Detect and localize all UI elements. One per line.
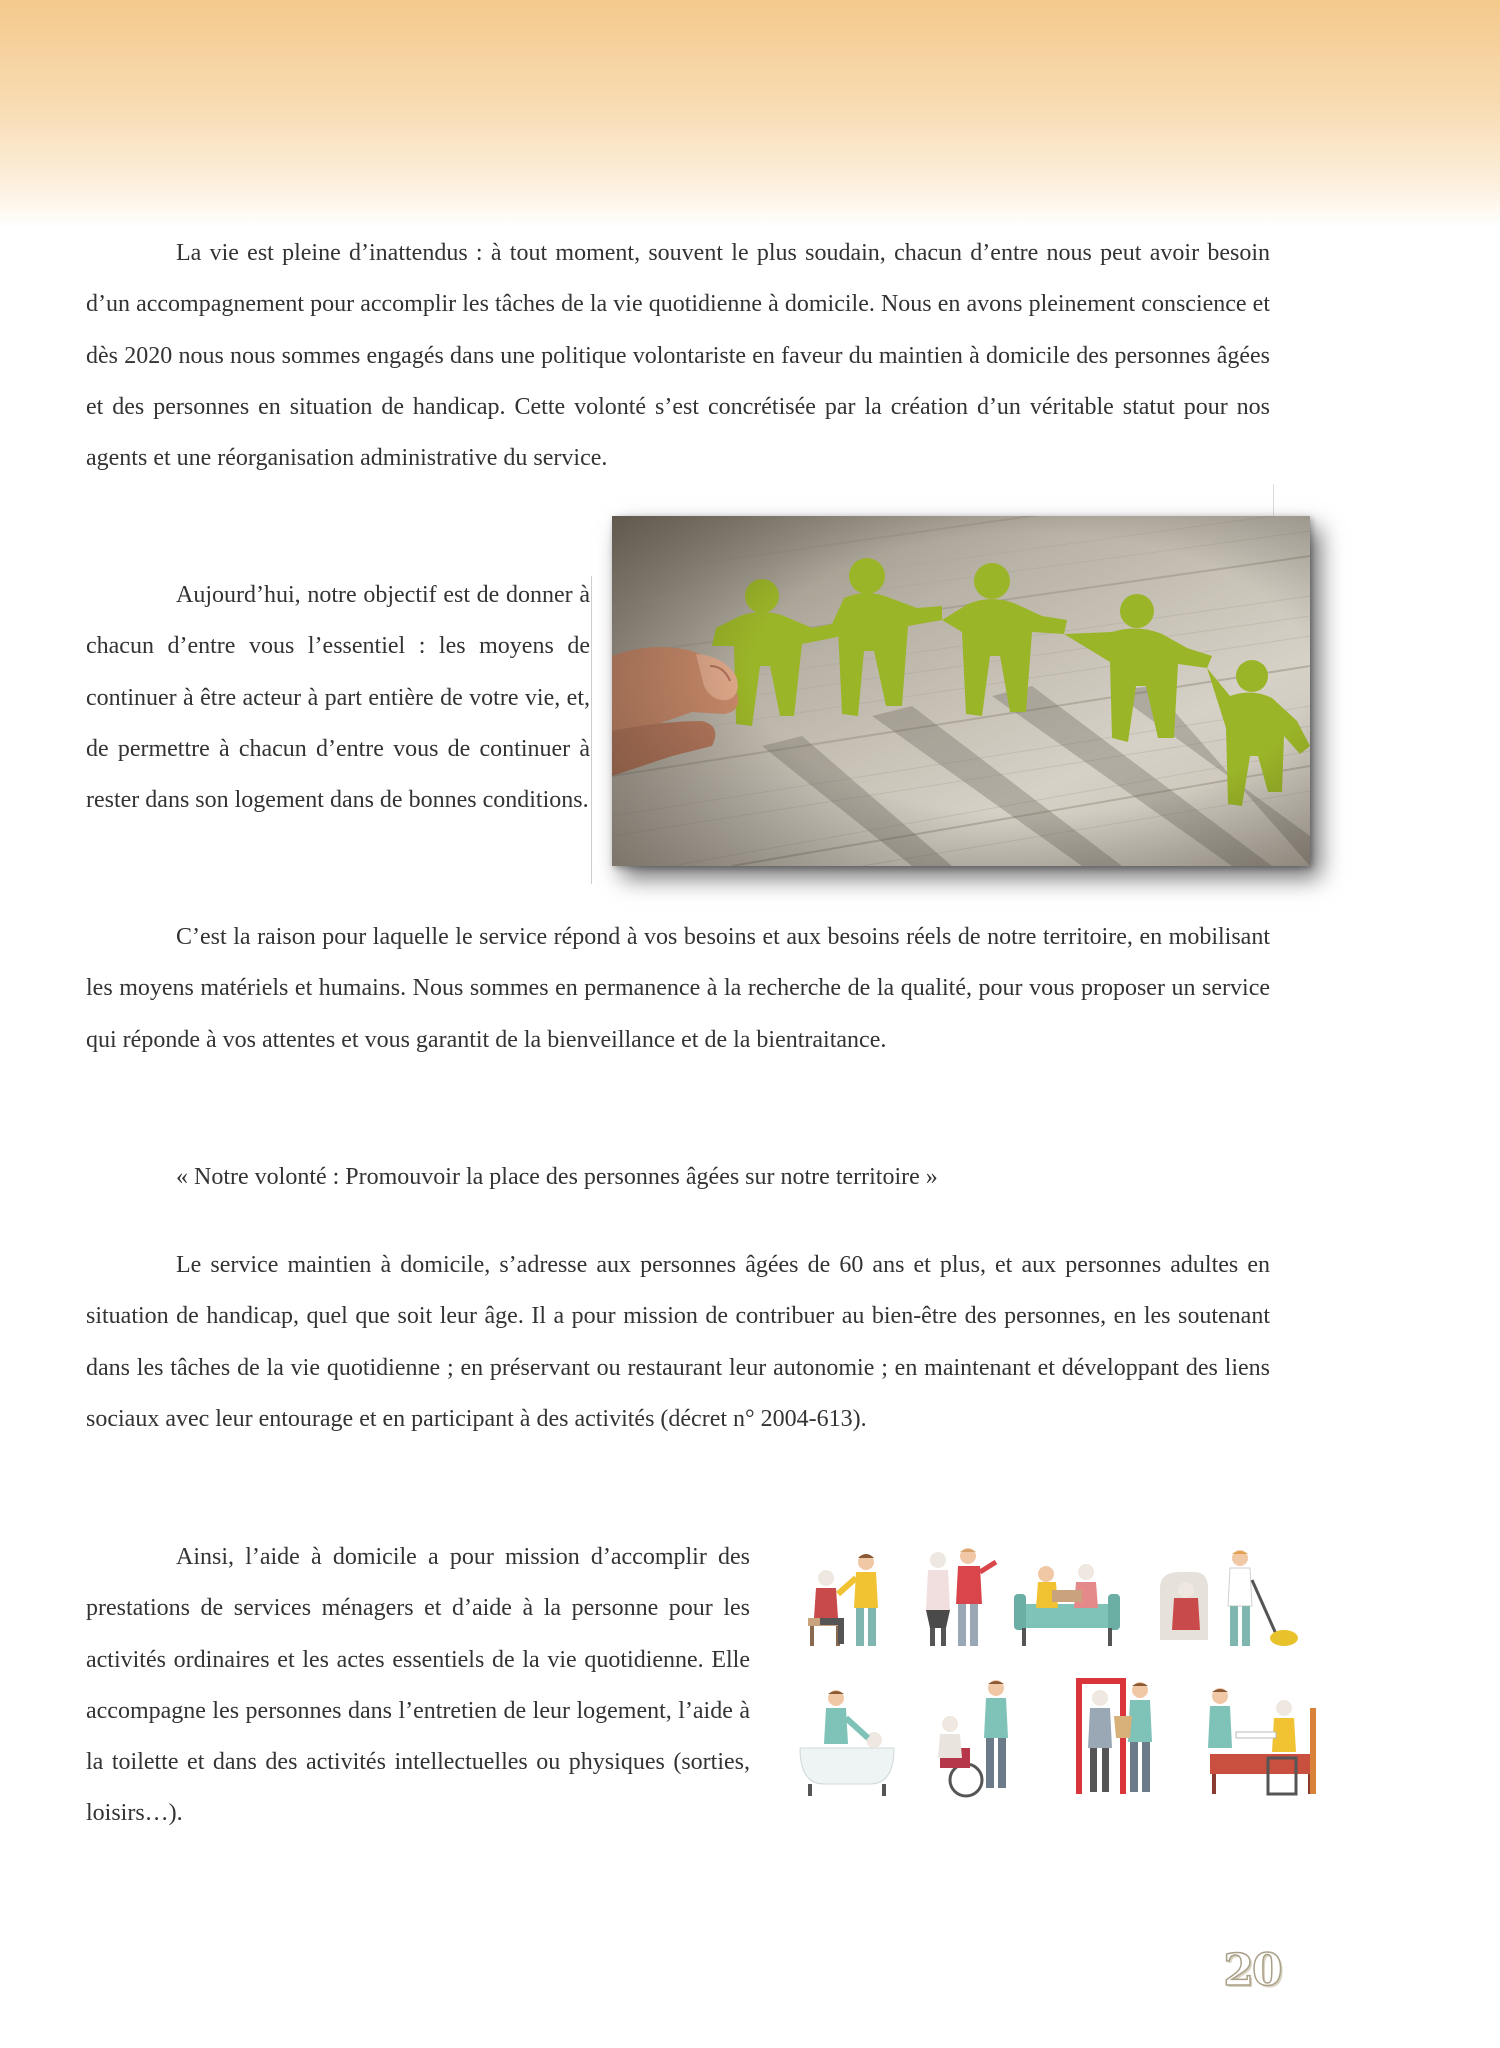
objective-paragraph: Aujourd’hui, notre objectif est de donner à chacun d’entre vous l’essentiel : les moyens de continuer à être acteur à part entière de votre vie, et, de permettre à chacun d’entre vous de continuer à rester dans son logement dans de bonnes conditions. (86, 582, 590, 814)
grocery-delivery-icon (1076, 1678, 1152, 1794)
text-box-border (591, 576, 592, 884)
meal-assistance-icon (1208, 1688, 1316, 1794)
photo-frame-line (1273, 484, 1274, 520)
bathing-assistance-icon (800, 1690, 894, 1796)
home-care-scenes-illustration (790, 1548, 1340, 1838)
wheelchair-assistance-icon (938, 1680, 1008, 1796)
page-number: 20 (1223, 1945, 1281, 1996)
quote-line: « Notre volonté : Promouvoir la place des personnes âgées sur notre territoire » (176, 1164, 938, 1190)
caregiver-seated-elder-icon (808, 1554, 878, 1646)
reason-paragraph: C’est la raison pour laquelle le service répond à vos besoins et aux besoins réels de notre territoire, en mobilisant les moyens matériels et humains. Nous sommes en permanence à la recherche de la qualité, pour vous proposer un service qui réponde à vos attentes et vous garantit de la bienveillance et de la bientraitance. (86, 924, 1270, 1053)
service-paragraph: Le service maintien à domicile, s’adresse aux personnes âgées de 60 ans et plus, et aux personnes adultes en situation de handicap, quel que soit leur âge. Il a pour mission de contribuer au bien-être des personnes, en les soutenant dans les tâches de la vie quotidienne ; en préservant ou restaurant leur autonomie ; en maintenant et développant des liens sociaux avec leur entourage et en participant à des activités (décret n° 2004-613). (86, 1252, 1270, 1432)
carer-vacuuming-icon (1160, 1550, 1298, 1646)
elderly-couple-walking-icon (926, 1548, 996, 1646)
elders-on-sofa-icon (1014, 1564, 1120, 1646)
paper-chain-people-photo (612, 516, 1310, 866)
mission-paragraph: Ainsi, l’aide à domicile a pour mission d’accomplir des prestations de services ménagers et d’aide à la personne pour les activités ordinaires et les actes essentiels de la vie quotidienne. Elle accompagne les personnes dans l’entretien de leur logement, l’aide à la toilette et dans des activités intellectuelles ou physiques (sorties, loisirs…). (86, 1544, 750, 1827)
intro-paragraph: La vie est pleine d’inattendus : à tout moment, souvent le plus soudain, chacun d’entre nous peut avoir besoin d’un accompagnement pour accomplir les tâches de la vie quotidienne à domicile. Nous en avons pleinement conscience et dès 2020 nous nous sommes engagés dans une politique volontariste en faveur du maintien à domicile des personnes âgées et des personnes en situation de handicap. Cette volonté s’est concrétisée par la création d’un véritable statut pour nos agents et une réorganisation administrative du service. (86, 240, 1270, 472)
header-band (0, 0, 1500, 228)
